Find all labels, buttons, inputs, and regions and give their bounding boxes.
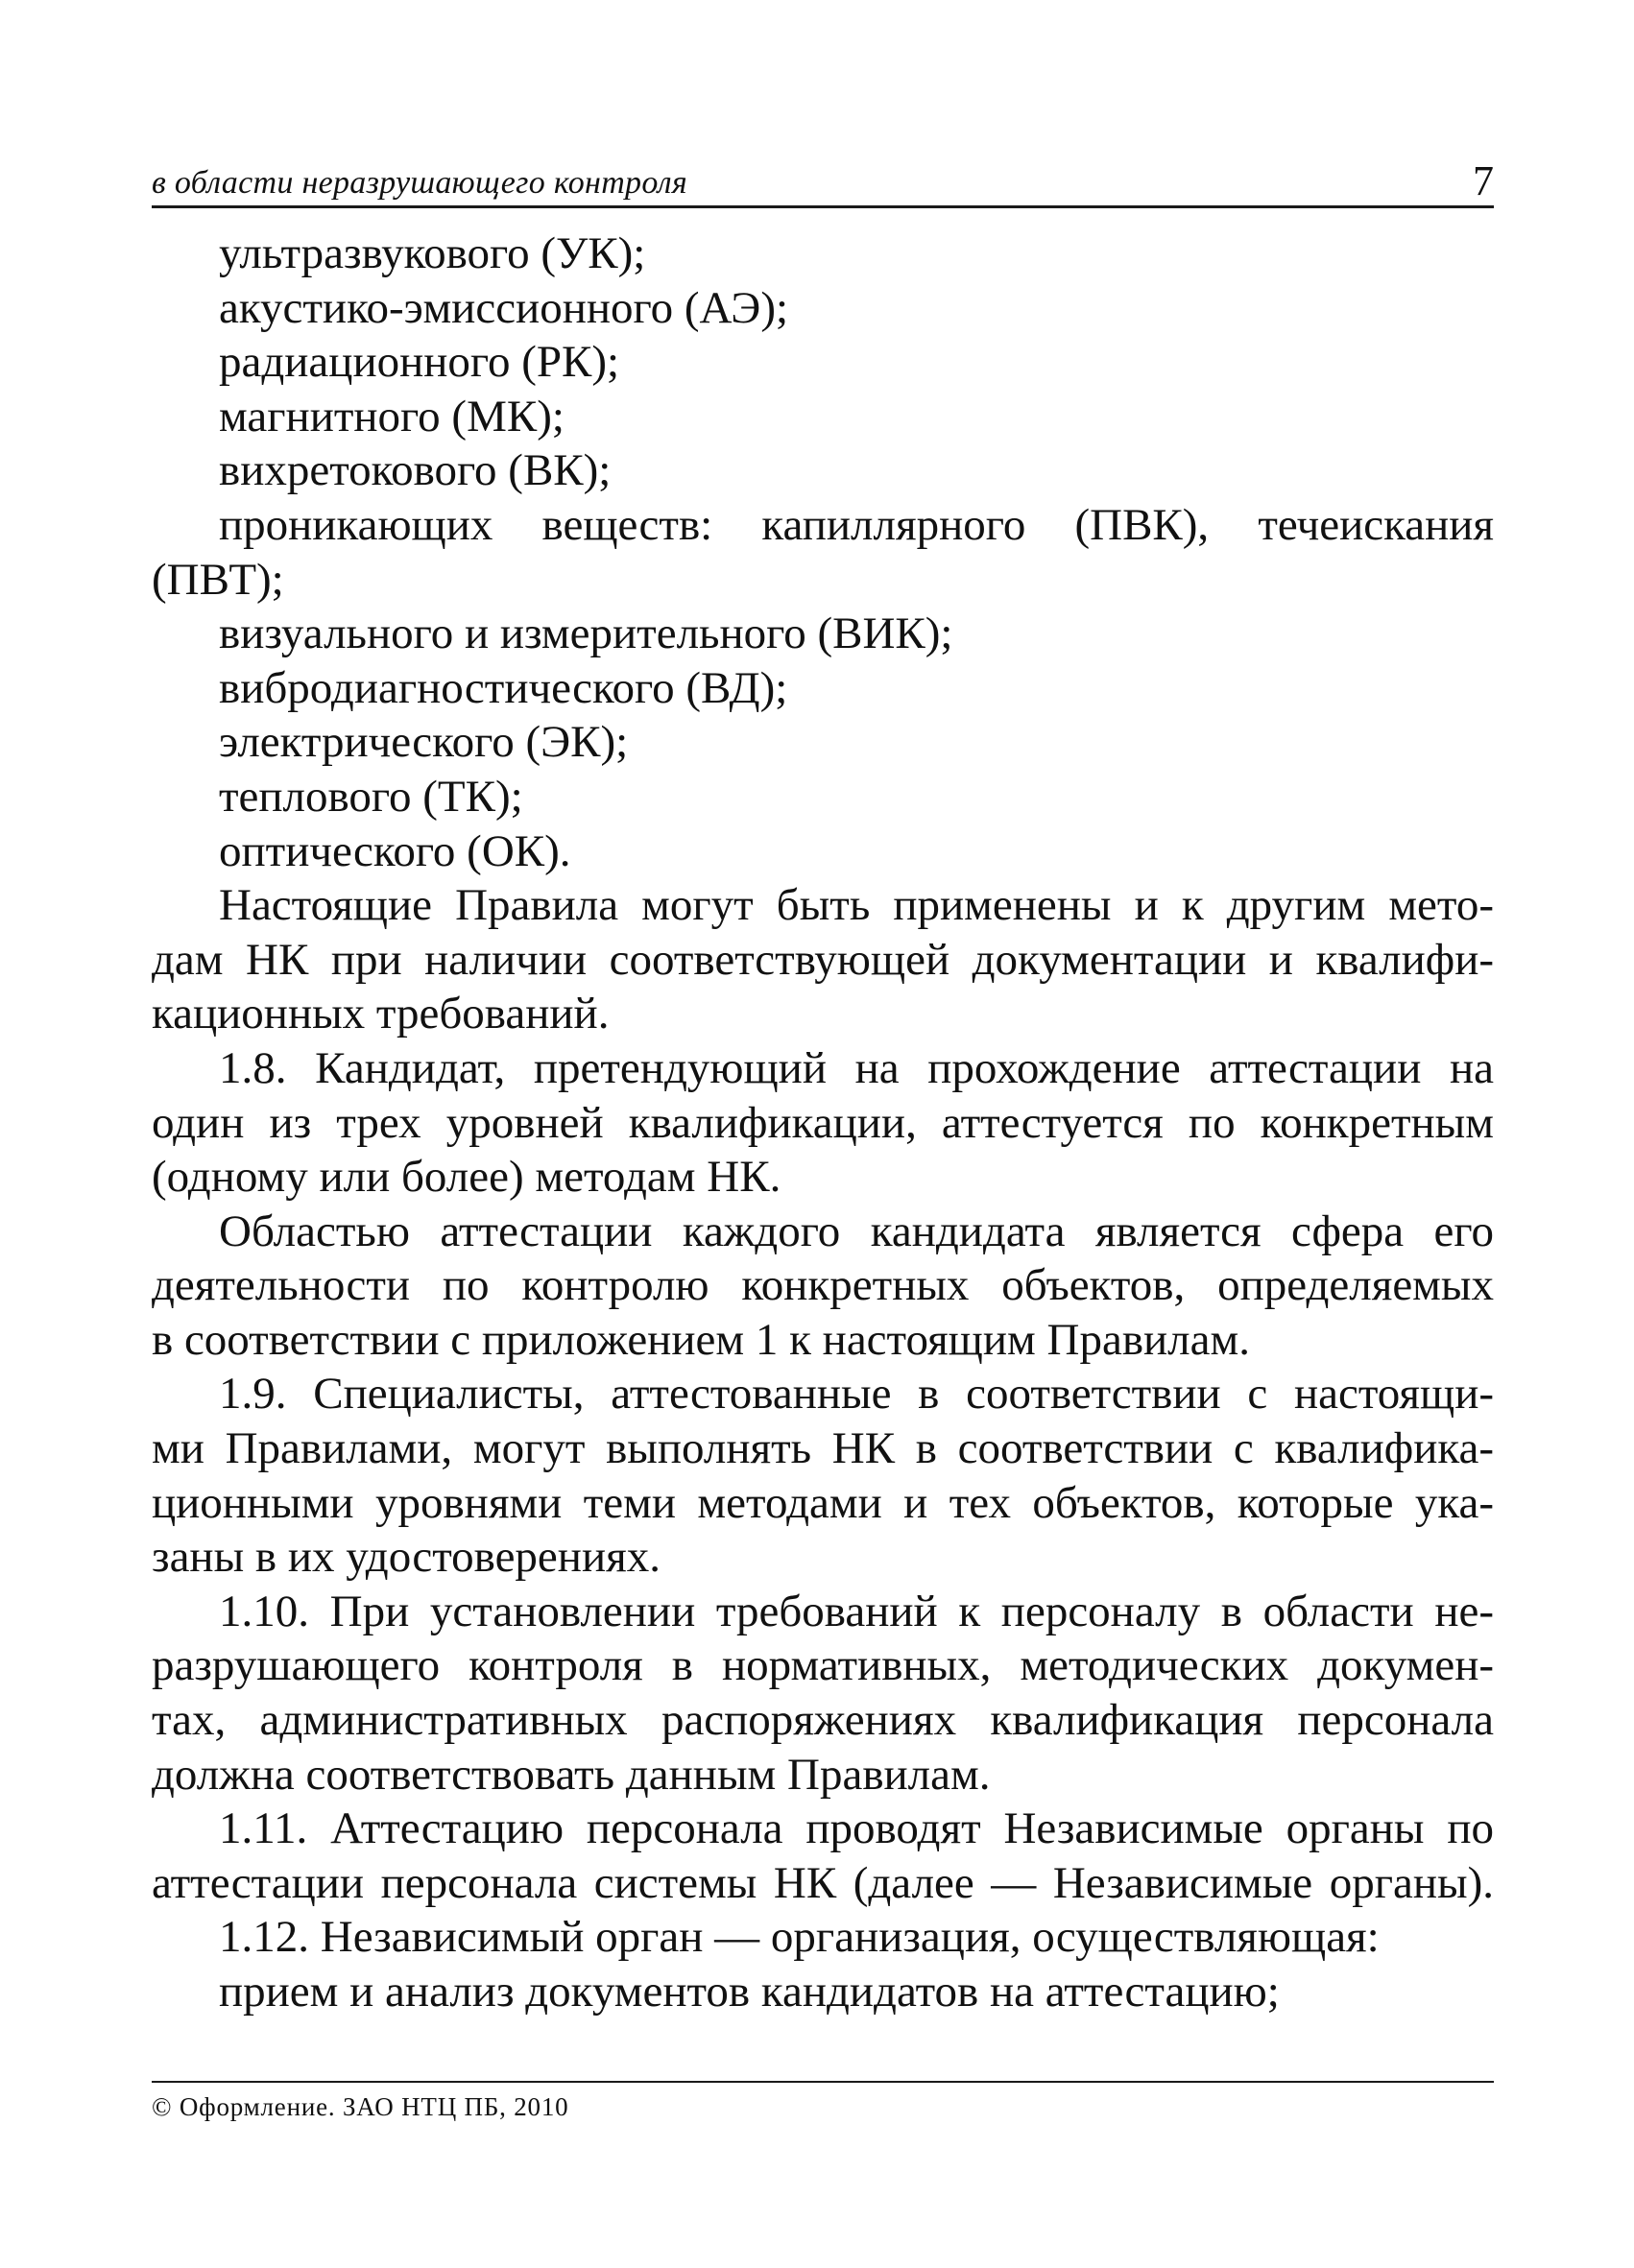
text-line: тах, административных распоряжениях квалификация персонала [152, 1695, 1494, 1746]
text-line: аттестации персонала системы НК (далее — Независимые органы). [152, 1857, 1494, 1908]
text-line: вихретокового (ВК); [219, 445, 612, 496]
text-line: радиационного (РК); [219, 337, 620, 388]
page-header [152, 152, 1494, 208]
running-title: в области неразрушающего контроля [152, 165, 688, 201]
text-line: ционными уровнями теми методами и тех объектов, которые ука- [152, 1477, 1494, 1528]
text-line: оптического (ОК). [219, 825, 571, 876]
text-line: должна соответствовать данным Правилам. [152, 1749, 991, 1800]
text-line: 1.8. Кандидат, претендующий на прохождение аттестации на [219, 1042, 1494, 1093]
text-line: электрического (ЭК); [219, 717, 629, 768]
text-line: кационных требований. [152, 989, 610, 1039]
text-line: (одному или более) методам НК. [152, 1152, 781, 1203]
text-line: 1.11. Аттестацию персонала проводят Независимые органы по [219, 1803, 1494, 1854]
text-line: ми Правилами, могут выполнять НК в соответствии с квалифика- [152, 1423, 1494, 1474]
text-line: 1.10. При установлении требований к персоналу в области не- [219, 1586, 1494, 1636]
text-line: один из трех уровней квалификации, аттестуется по конкретным [152, 1097, 1494, 1148]
text-line: 1.9. Специалисты, аттестованные в соответствии с настоящи- [219, 1369, 1494, 1420]
text-line: вибродиагностического (ВД); [219, 662, 788, 713]
copyright-notice: © Оформление. ЗАО НТЦ ПБ, 2010 [152, 2092, 569, 2121]
text-line: теплового (ТК); [219, 771, 523, 822]
text-line: деятельности по контролю конкретных объектов, определяемых [152, 1260, 1494, 1311]
text-line: разрушающего контроля в нормативных, методических докумен- [152, 1640, 1494, 1691]
text-line: заны в их удостоверениях. [152, 1532, 661, 1583]
page-number: 7 [1473, 157, 1494, 204]
text-line: визуального и измерительного (ВИК); [219, 609, 953, 659]
text-line: ультразвукового (УК); [219, 228, 646, 278]
text-line: Настоящие Правила могут быть применены и к другим мето- [219, 880, 1494, 931]
page-footer [152, 2081, 1494, 2122]
text-line: дам НК при наличии соответствующей документации и квалифи- [152, 934, 1494, 985]
text-line: 1.12. Независимый орган — организация, осуществляющая: [219, 1912, 1380, 1963]
text-line: (ПВТ); [152, 554, 284, 605]
text-line: акустико-эмиссионного (АЭ); [219, 282, 789, 333]
text-line: магнитного (МК); [219, 391, 565, 442]
body-text [152, 227, 1494, 2019]
text-line: Областью аттестации каждого кандидата является сфера его [219, 1206, 1494, 1256]
text-line: прием и анализ документов кандидатов на аттестацию; [219, 1967, 1280, 2017]
text-line: в соответствии с приложением 1 к настоящим Правилам. [152, 1314, 1250, 1365]
text-line: проникающих веществ: капиллярного (ПВК), течеискания [219, 499, 1494, 550]
